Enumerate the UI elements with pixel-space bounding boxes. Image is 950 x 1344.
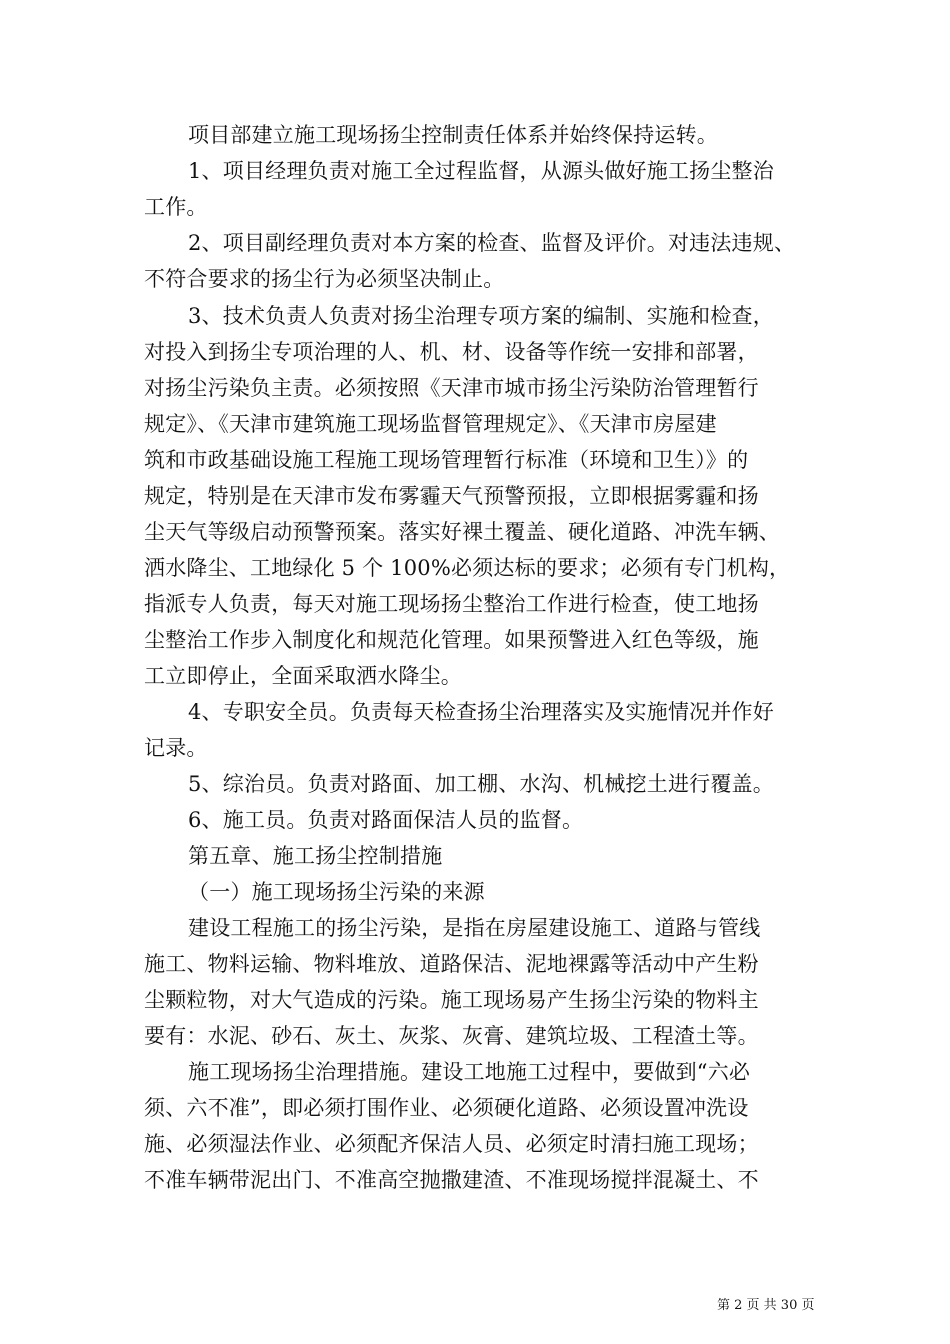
text-line: 对投入到扬尘专项治理的人、机、材、设备等作统一安排和部署， — [144, 340, 759, 364]
text-line: 洒水降尘、工地绿化 5 个 100%必须达标的要求；必须有专门机构， — [144, 556, 791, 580]
section-heading: 第五章、施工扬尘控制措施 — [188, 844, 443, 868]
text-line: 2、项目副经理负责对本方案的检查、监督及评价。对违法违规、 — [188, 231, 796, 255]
text-line: 记录。 — [144, 736, 208, 760]
text-line: 工作。 — [144, 195, 208, 219]
text-line: 规定，特别是在天津市发布雾霾天气预警预报，立即根据雾霾和扬 — [144, 484, 759, 508]
text-line: 施、必须湿法作业、必须配齐保洁人员、必须定时清扫施工现场； — [144, 1132, 759, 1156]
text-line: 须、六不准”，即必须打围作业、必须硬化道路、必须设置冲洗设 — [144, 1096, 749, 1120]
text-line: 施工、物料运输、物料堆放、道路保洁、泥地裸露等活动中产生粉 — [144, 952, 759, 976]
text-line: 3、技术负责人负责对扬尘治理专项方案的编制、实施和检查， — [188, 304, 774, 328]
text-line: 施工现场扬尘治理措施。建设工地施工过程中，要做到“六必 — [188, 1060, 751, 1084]
page-number: 第 2 页 共 30 页 — [717, 1298, 815, 1313]
text-line: 筑和市政基础设施工程施工现场管理暂行标准（环境和卫生）》的 — [144, 448, 749, 472]
text-line: 项目部建立施工现场扬尘控制责任体系并始终保持运转。 — [188, 123, 718, 147]
text-line: 尘颗粒物，对大气造成的污染。施工现场易产生扬尘污染的物料主 — [144, 988, 759, 1012]
text-line: 不准车辆带泥出门、不准高空抛撒建渣、不准现场搅拌混凝土、不 — [144, 1168, 759, 1192]
text-line: 尘天气等级启动预警预案。落实好裸土覆盖、硬化道路、冲洗车辆、 — [144, 520, 780, 544]
text-line: 工立即停止，全面采取洒水降尘。 — [144, 664, 462, 688]
text-line: 尘整治工作步入制度化和规范化管理。如果预警进入红色等级，施 — [144, 628, 759, 652]
text-line: 对扬尘污染负主责。必须按照《天津市城市扬尘污染防治管理暂行 — [144, 376, 759, 400]
text-line: 指派专人负责，每天对施工现场扬尘整治工作进行检查，使工地扬 — [144, 592, 759, 616]
subsection-heading: （一）施工现场扬尘污染的来源 — [188, 880, 485, 904]
text-line: 不符合要求的扬尘行为必须坚决制止。 — [144, 267, 505, 291]
text-line: 1、项目经理负责对施工全过程监督，从源头做好施工扬尘整治 — [188, 159, 774, 183]
text-line: 5、综治员。负责对路面、加工棚、水沟、机械挖土进行覆盖。 — [188, 772, 774, 796]
text-line: 建设工程施工的扬尘污染，是指在房屋建设施工、道路与管线 — [188, 916, 761, 940]
text-line: 6、施工员。负责对路面保洁人员的监督。 — [188, 808, 584, 832]
text-line: 4、专职安全员。负责每天检查扬尘治理落实及实施情况并作好 — [188, 700, 774, 724]
text-line: 规定》、《天津市建筑施工现场监督管理规定》、《天津市房屋建 — [144, 412, 717, 436]
text-line: 要有：水泥、砂石、灰土、灰浆、灰膏、建筑垃圾、工程渣土等。 — [144, 1024, 759, 1048]
